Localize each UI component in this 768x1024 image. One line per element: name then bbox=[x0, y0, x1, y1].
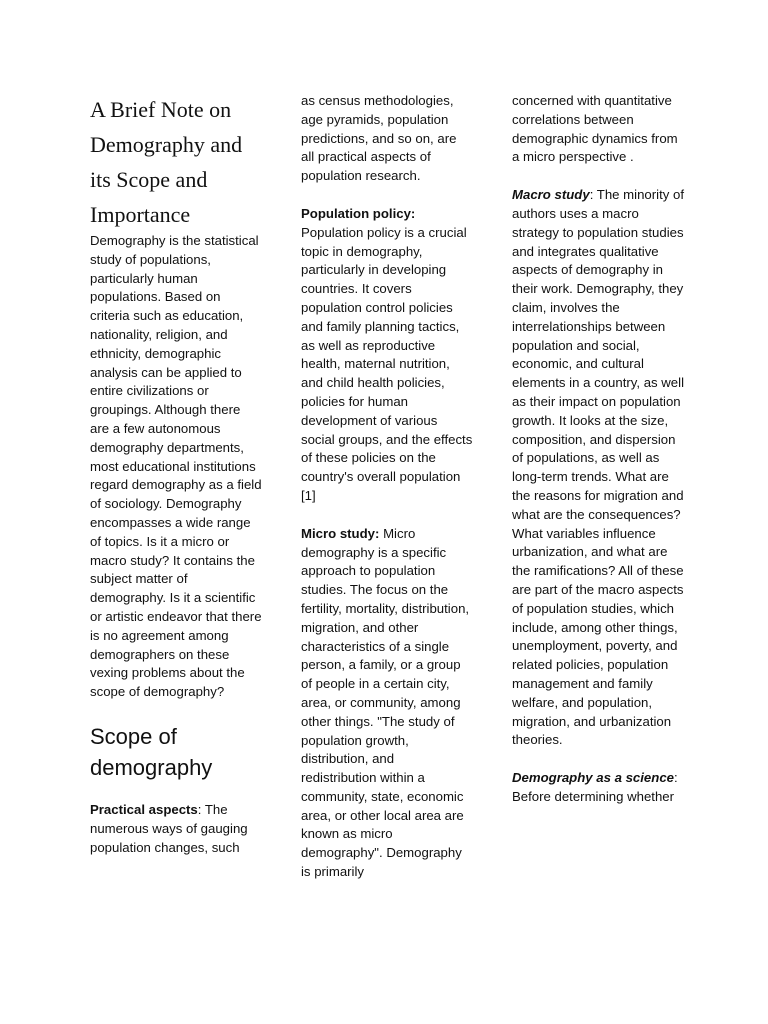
column-1 bbox=[90, 90, 262, 876]
demography-science-label: Demography as a science bbox=[512, 770, 674, 786]
macro-study-label: Macro study bbox=[512, 187, 590, 203]
scope-heading: Scope of demography bbox=[90, 723, 213, 781]
document-title: A Brief Note on Demography and its Scope and Importance bbox=[90, 97, 243, 227]
population-policy-paragraph bbox=[301, 205, 473, 506]
population-policy-label: Population policy: bbox=[301, 205, 416, 221]
micro-study-text: Micro demography is a specific approach to population studies. The focus on the fertility, mortality, distribution, migration, and other characteristics of a single person, a family, or a group of people in a certain city, area, or community, among other things. "The study of population growth, distribution, and redistribution within a community, state, economic area, or other local area are known as micro demography". Demography is primarily bbox=[301, 525, 470, 880]
practical-aspects-label: Practical aspects bbox=[90, 801, 198, 817]
demography-science-paragraph bbox=[512, 769, 686, 807]
population-policy-text: Population policy is a crucial topic in demography, particularly in developing countries. It covers population control policies and family planning tactics, as well as reproductive health, maternal nutrition, and child health policies, policies for human development of various social groups, and the effects of these policies on the country's overall population [1] bbox=[301, 224, 473, 503]
demography-science-text: : Before determining whether bbox=[512, 770, 678, 804]
macro-study-text: : The minority of authors uses a macro strategy to population studies and integrates qualitative aspects of demography in their work. Demography, they claim, involves the interrelationships between population and social, economic, and cultural elements in a country, as well as their impact on population growth. It looks at the size, composition, and dispersion of populations, as well as long-term trends. What are the reasons for migration and what are the consequences? What variables influence urbanization, and what are the ramifications? All of these are part of the macro aspects of population studies, which include, among other things, unemployment, poverty, and related policies, population management and family welfare, and population, migration, and urbanization theories. bbox=[512, 187, 685, 748]
practical-aspects-continued-text: as census methodologies, age pyramids, population predictions, and so on, are all practical aspects of population research. bbox=[301, 93, 457, 184]
micro-study-continued bbox=[512, 92, 686, 167]
practical-aspects-text: : The numerous ways of gauging population changes, such bbox=[90, 801, 248, 855]
micro-study-label: Micro study: bbox=[301, 525, 380, 541]
column-3 bbox=[512, 90, 686, 826]
intro-text: Demography is the statistical study of populations, particularly human populations. Based on criteria such as education, nationality, religion, and ethnicity, demographic analysis can be applied to entire civilizations or groupings. Although there are a few autonomous demography departments, most educational institutions regard demography as a field of sociology. Demography encompasses a wide range of topics. Is it a micro or macro study? It contains the subject matter of demography. Is it a scientific or artistic endeavor that there is no agreement among demographers on these vexing problems about the scope of demography? bbox=[90, 233, 262, 700]
column-2 bbox=[301, 90, 473, 901]
practical-aspects-continued bbox=[301, 92, 473, 186]
practical-aspects-paragraph bbox=[90, 801, 262, 857]
micro-study-paragraph bbox=[301, 525, 473, 882]
micro-study-continued-text: concerned with quantitative correlations between demographic dynamics from a micro perspective . bbox=[512, 93, 678, 165]
macro-study-paragraph bbox=[512, 186, 686, 750]
intro-paragraph bbox=[90, 232, 262, 702]
